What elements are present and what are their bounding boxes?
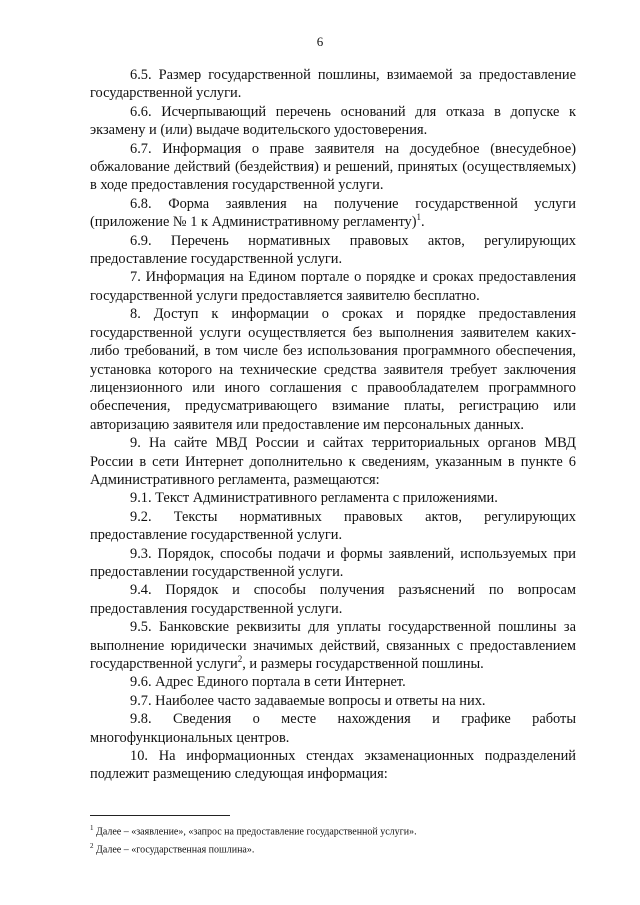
footnote-text-2: Далее – «государственная пошлина». bbox=[93, 844, 255, 856]
paragraph-9-4: 9.4. Порядок и способы получения разъяснений по вопросам предоставления государственной услуги. bbox=[90, 582, 576, 617]
paragraph-9-5-tail: , и размеры государственной пошлины. bbox=[242, 656, 484, 672]
paragraph-9: 9. На сайте МВД России и сайтах территориальных органов МВД России в сети Интернет дополнительно к сведениям, указанным в пункте 6 Административного регламента, размещаются: bbox=[90, 435, 576, 488]
paragraph-9-7: 9.7. Наиболее часто задаваемые вопросы и ответы на них. bbox=[130, 692, 486, 709]
footnote-ref-2: 2 bbox=[237, 654, 243, 665]
paragraph-10: 10. На информационных стендах экзаменационных подразделений подлежит размещению следующая информация: bbox=[90, 748, 576, 783]
body-text bbox=[90, 66, 576, 784]
paragraph-6-9: 6.9. Перечень нормативных правовых актов, регулирующих предоставление государственной услуги. bbox=[90, 232, 576, 268]
paragraph-6-6: 6.6. Исчерпывающий перечень оснований для отказа в допуске к экзамену и (или) выдаче водительского удостоверения. bbox=[90, 103, 576, 139]
paragraph-8: 8. Доступ к информации о сроках и порядке предоставления государственной услуги осуществляется без выполнения заявителем каких-либо требований, в том числе без использования программного обеспечения, установка которого на технические средства заявителя требует заключения лицензионного или иного соглашения с правообладателем программного обеспечения, предусматривающего взимание платы, регистрацию или авторизацию заявителя или предоставление им персональных данных. bbox=[90, 306, 576, 433]
paragraph-7: 7. Информация на Едином портале о порядке и сроках предоставления государственной услуги предоставляется заявителю бесплатно. bbox=[90, 269, 576, 304]
footnote-text-1: Далее – «заявление», «запрос на предоставление государственной услуги». bbox=[93, 826, 417, 838]
paragraph-9-3: 9.3. Порядок, способы подачи и формы заявлений, используемых при предоставлении государственной услуги. bbox=[90, 545, 576, 580]
footnotes bbox=[90, 821, 576, 858]
footnote-mark-2: 2 bbox=[90, 842, 94, 851]
page-number: 6 bbox=[316, 34, 324, 49]
footnote-mark-1: 1 bbox=[90, 824, 94, 832]
paragraph-6-8-text: 6.8. Форма заявления на получение государственной услуги (приложение № 1 к Административному регламенту) bbox=[90, 195, 576, 231]
paragraph-6-8-tail: . bbox=[421, 214, 425, 231]
paragraph-9-5 bbox=[90, 618, 576, 673]
paragraph-9-8: 9.8. Сведения о месте нахождения и графике работы многофункциональных центров. bbox=[90, 711, 576, 746]
footnote-ref-1: 1 bbox=[416, 212, 422, 223]
paragraph-9-1: 9.1. Текст Административного регламента с приложениями. bbox=[130, 490, 498, 507]
footnote-1 bbox=[90, 821, 576, 839]
paragraph-9-6: 9.6. Адрес Единого портала в сети Интернет. bbox=[130, 674, 406, 691]
paragraph-9-5-text: 9.5. Банковские реквизиты для уплаты государственной пошлины за выполнение юридически значимых действий, связанных с предоставлением государственной услуги bbox=[90, 619, 576, 672]
paragraph-9-2: 9.2. Тексты нормативных правовых актов, регулирующих предоставление государственной услуги. bbox=[90, 508, 576, 544]
paragraph-6-8 bbox=[90, 195, 576, 232]
paragraph-6-5: 6.5. Размер государственной пошлины, взимаемой за предоставление государственной услуги. bbox=[90, 67, 576, 102]
footnote-2 bbox=[90, 839, 576, 857]
footnote-divider bbox=[90, 815, 230, 816]
paragraph-6-7: 6.7. Информация о праве заявителя на досудебное (внесудебное) обжалование действий (бездействия) и решений, принятых (осуществляемых) в ходе предоставления государственной услуги. bbox=[90, 140, 576, 194]
